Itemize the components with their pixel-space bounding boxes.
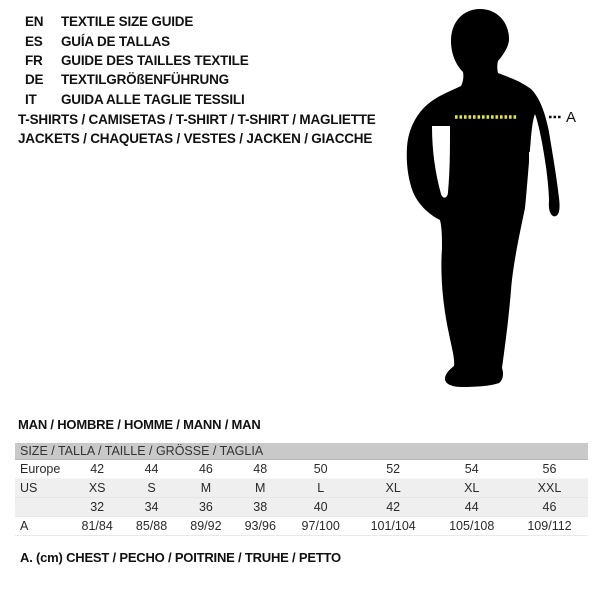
measurement-footnote: A. (cm) CHEST / PECHO / POITRINE / TRUHE / PETTO	[20, 550, 341, 565]
size-cell: 42	[90, 462, 105, 476]
category-jackets: JACKETS / CHAQUETAS / VESTES / JACKEN / GIACCHE	[18, 131, 373, 146]
language-row-es	[25, 31, 249, 50]
language-label: GUÍA DE TALLAS	[61, 33, 170, 49]
right-arm-gap	[529, 151, 542, 218]
language-list	[25, 12, 249, 109]
category-tshirts: T-SHIRTS / CAMISETAS / T-SHIRT / T-SHIRT / MAGLIETTE	[18, 112, 376, 127]
size-cell: 42	[354, 498, 433, 517]
language-label: TEXTILE SIZE GUIDE	[61, 14, 194, 30]
section-title-man: MAN / HOMBRE / HOMME / MANN / MAN	[18, 417, 261, 432]
size-table-header: SIZE / TALLA / TAILLE / GRÖSSE / TAGLIA	[15, 443, 588, 460]
size-cell: 56	[542, 462, 557, 476]
size-cell: XL	[354, 479, 433, 498]
row-label: US	[15, 479, 70, 498]
size-cell: S	[124, 479, 178, 498]
size-cell: 48	[253, 462, 268, 476]
size-cell: M	[179, 479, 233, 498]
size-cell: 85/88	[124, 517, 178, 536]
language-code: FR	[25, 52, 43, 68]
size-cell: XS	[70, 479, 124, 498]
size-cell: 109/112	[511, 517, 588, 536]
language-code: IT	[25, 91, 37, 107]
size-cell: 40	[287, 498, 353, 517]
size-cell: XXL	[511, 479, 588, 498]
size-cell: 46	[198, 462, 213, 476]
size-cell: 105/108	[432, 517, 511, 536]
row-label: A	[15, 517, 70, 536]
size-cell: 101/104	[354, 517, 433, 536]
size-cell: 50	[313, 462, 328, 476]
garment-categories	[18, 110, 376, 148]
size-cell: M	[233, 479, 287, 498]
language-code: ES	[25, 33, 43, 49]
language-label: GUIDE DES TAILLES TEXTILE	[61, 52, 249, 68]
size-cell: 44	[432, 498, 511, 517]
size-cell: XL	[432, 479, 511, 498]
size-cell: 34	[124, 498, 178, 517]
size-cell: 36	[179, 498, 233, 517]
language-code: DE	[25, 72, 44, 88]
size-cell: L	[287, 479, 353, 498]
row-label: Europe	[20, 462, 61, 476]
size-cell: 32	[70, 498, 124, 517]
measurement-label-a: A	[566, 109, 577, 126]
size-cell: 81/84	[70, 517, 124, 536]
size-cell: 89/92	[179, 517, 233, 536]
language-row-de	[25, 70, 249, 89]
size-table	[15, 443, 588, 536]
language-row-en	[25, 12, 249, 31]
language-code: EN	[25, 14, 44, 30]
language-label: TEXTILGRÖßENFÜHRUNG	[61, 72, 229, 88]
language-row-it	[25, 90, 249, 109]
table-row-europe	[15, 460, 588, 479]
table-row-chest-a	[15, 517, 588, 536]
size-cell: 38	[233, 498, 287, 517]
language-row-fr	[25, 51, 249, 70]
size-cell: 54	[464, 462, 479, 476]
size-cell: 46	[511, 498, 588, 517]
size-cell: 52	[386, 462, 401, 476]
size-cell: 97/100	[287, 517, 353, 536]
row-label	[15, 498, 70, 517]
table-row-us	[15, 479, 588, 498]
size-cell: 93/96	[233, 517, 287, 536]
language-label: GUIDA ALLE TAGLIE TESSILI	[61, 91, 245, 107]
size-table-header-row	[15, 443, 588, 460]
man-figure	[400, 0, 590, 400]
size-cell: 44	[144, 462, 159, 476]
table-row-alt-size	[15, 498, 588, 517]
